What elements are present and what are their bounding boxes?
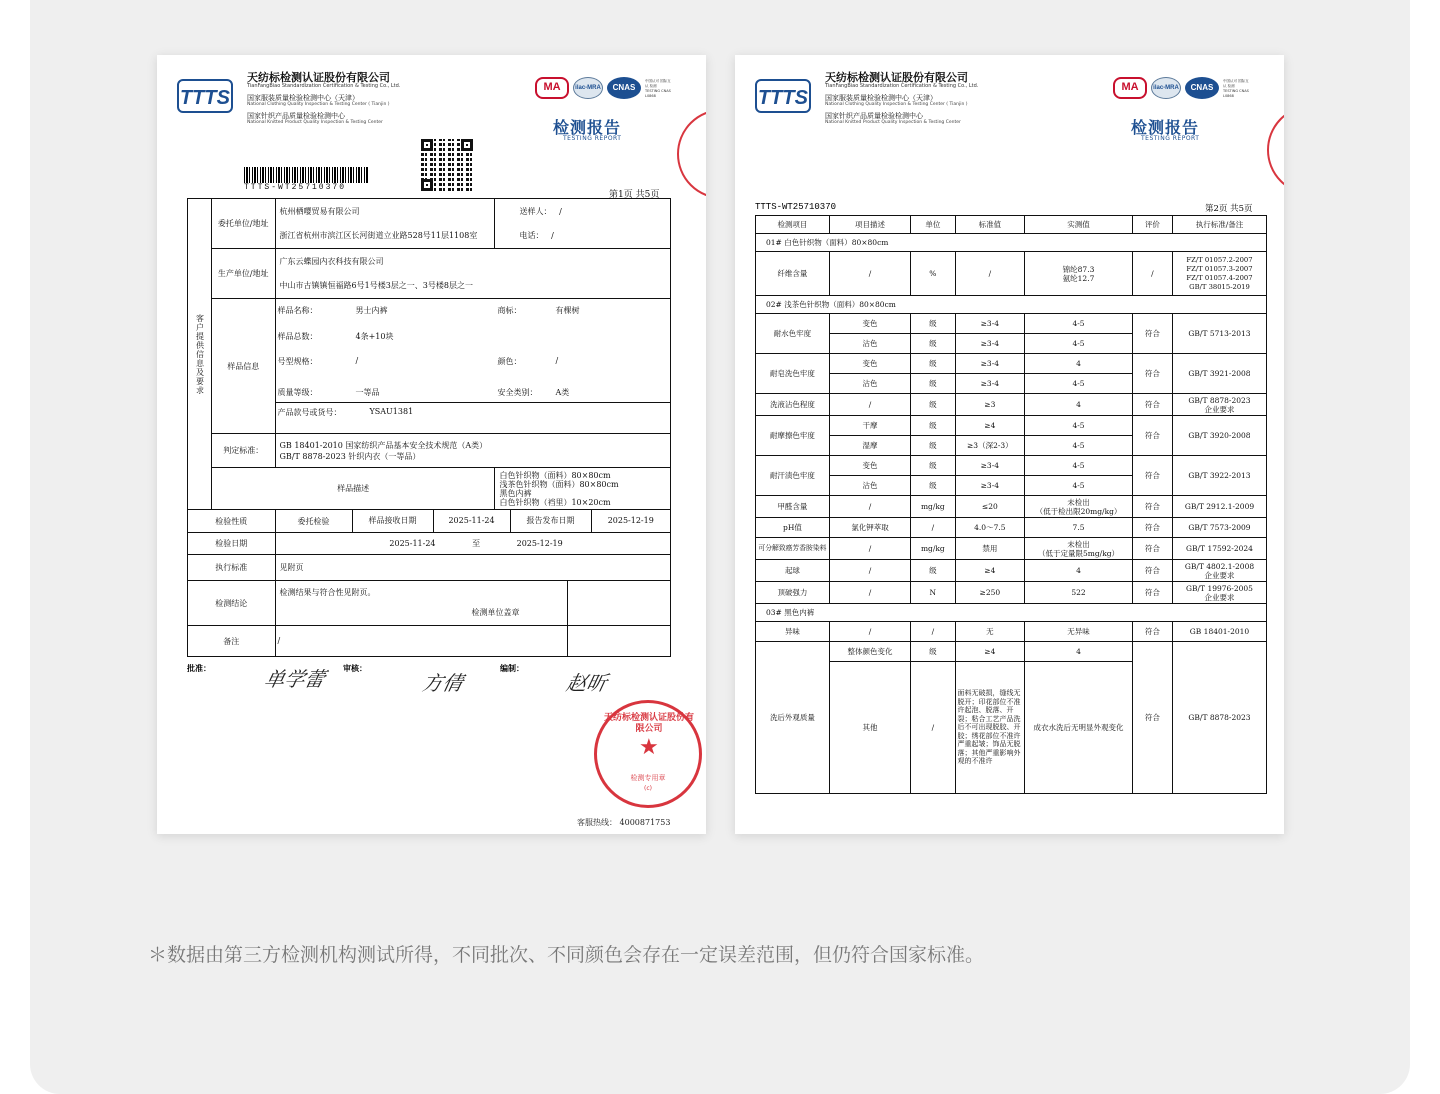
safety-label: 安全类别： — [497, 388, 538, 397]
formaldehyde-value: 未检出 — [1067, 497, 1090, 507]
cell: 耐皂洗色牢度 — [756, 354, 830, 394]
exec-std-label: 执行标准 — [188, 555, 276, 581]
signature-approve: 单学蕾 — [262, 667, 328, 691]
seal-code: (c) — [644, 785, 652, 792]
cell: 级 — [911, 374, 955, 394]
center-2: 国家针织产品质量检验检测中心 — [825, 112, 923, 120]
cell: ≥3-4 — [955, 314, 1025, 334]
cell: 级 — [911, 354, 955, 374]
report-number: TTTS-WT25710370 — [755, 202, 837, 212]
center-1-en: National Clothing Quality Inspection & Testing Center ( Tianjin ) — [825, 102, 968, 107]
sample-name-label: 样品名称： — [277, 306, 318, 315]
table-row — [756, 642, 1267, 662]
cell: 耐摩擦色牢度 — [756, 416, 830, 456]
nature-label: 检验性质 — [188, 510, 276, 533]
cell: GB/T 17592-2024 — [1172, 538, 1266, 560]
color-label: 颜色： — [497, 357, 522, 366]
nature-cell — [275, 510, 670, 533]
test-date-to: 2025-12-19 — [516, 539, 563, 548]
col-item: 检测项目 — [756, 216, 830, 234]
section-2: 02# 浅茶色针织物（面料）80×80cm — [756, 296, 1267, 314]
cell: / — [911, 518, 955, 538]
cell: 符合 — [1132, 582, 1172, 604]
col-desc: 项目描述 — [829, 216, 910, 234]
page-number: 第1页 共5页 — [609, 190, 660, 200]
cell: 级 — [911, 314, 955, 334]
cell: / — [829, 560, 910, 582]
fiber-std-4: GB/T 38015-2019 — [1189, 282, 1250, 291]
formaldehyde-limit: （低于检出限20mg/kg） — [1035, 506, 1122, 516]
side-label: 客户提供信息及要求 — [188, 199, 212, 510]
cell: 成衣水洗后无明显外观变化 — [1025, 662, 1133, 794]
cell: ≥3 — [955, 394, 1025, 416]
sender-label: 送样人： — [519, 206, 552, 216]
cell: GB/T 7573-2009 — [1172, 518, 1266, 538]
table-row — [756, 354, 1267, 374]
cell — [1025, 252, 1133, 296]
cell: 整体颜色变化 — [829, 642, 910, 662]
cell: 洗液沾色程度 — [756, 394, 830, 416]
desc-cell — [495, 468, 671, 510]
cell: ≥3-4 — [955, 476, 1025, 496]
cell: mg/kg — [911, 538, 955, 560]
remark-cell — [275, 626, 670, 657]
cell — [1025, 538, 1133, 560]
desc-label: 样品描述 — [211, 468, 495, 510]
cell: ≥4 — [955, 642, 1025, 662]
center-1: 国家服装质量检验检测中心（天津） — [247, 94, 359, 102]
section-1: 01# 白色针织物（面料）80×80cm — [756, 234, 1267, 252]
cell: 沾色 — [829, 334, 910, 354]
model: / — [355, 356, 359, 365]
table-row — [756, 518, 1267, 538]
cell: / — [829, 394, 910, 416]
cell: 级 — [911, 394, 955, 416]
col-unit: 单位 — [911, 216, 955, 234]
review-label: 审核： — [343, 663, 367, 673]
cell: 洗后外观质量 — [756, 642, 830, 794]
brand: 有棵树 — [555, 306, 580, 315]
cell: / — [829, 496, 910, 518]
client-cell — [275, 199, 495, 249]
ttts-logo: TTTS — [177, 79, 233, 113]
barcode-number: TTTS-WT25710370 — [244, 183, 347, 192]
cell — [1172, 560, 1266, 582]
client-name: 杭州栖嘤贸易有限公司 — [279, 206, 360, 216]
hotline: 客服热线： 4000871753 — [577, 818, 671, 827]
center-1-en: National Clothing Quality Inspection & Testing Center ( Tianjin ) — [247, 102, 390, 107]
desc-4: 白色针织物（裆里）10×20cm — [499, 497, 611, 507]
cell: GB/T 8878-2023 — [1172, 642, 1266, 794]
wash-std-2: 企业要求 — [1204, 404, 1235, 414]
cell: ≥4 — [955, 416, 1025, 436]
seal-label: 检测单位盖章 — [471, 608, 520, 617]
style-label: 产品款号或货号： — [277, 408, 342, 417]
cnas-mark: CNAS — [607, 77, 641, 99]
center-2-en: National Knitted Product Quality Inspection & Testing Center — [825, 120, 961, 125]
cell: 无异味 — [1025, 622, 1133, 642]
ttts-logo: TTTS — [755, 79, 811, 113]
test-date-from: 2025-11-24 — [389, 539, 436, 548]
cell: 符合 — [1132, 560, 1172, 582]
cell: 4-5 — [1025, 334, 1133, 354]
safety: A类 — [555, 388, 570, 397]
color: / — [555, 356, 559, 365]
table-row — [756, 394, 1267, 416]
cell: 湿摩 — [829, 436, 910, 456]
company-name-en: TianFangBiao Standardization Certification & Testing Co., Ltd. — [247, 83, 401, 89]
azo-limit: （低于定量限5mg/kg） — [1037, 548, 1120, 558]
nature: 委托检验 — [297, 516, 330, 526]
cell: ≥3-4 — [955, 334, 1025, 354]
cell: / — [955, 252, 1025, 296]
cell: ≥3-4 — [955, 354, 1025, 374]
standard-label: 判定标准： — [211, 434, 275, 468]
burst-std-1: GB/T 19976-2005 — [1186, 583, 1253, 593]
signature-compile: 赵昕 — [564, 671, 610, 695]
test-date-to-label: 至 — [472, 539, 481, 548]
cell: ≥4 — [955, 560, 1025, 582]
cell: 符合 — [1132, 642, 1172, 794]
cell: 级 — [911, 416, 955, 436]
cma-mark: MA — [535, 77, 569, 99]
cell: 禁用 — [955, 538, 1025, 560]
cell: 面料无破损，缝线无脱开；印花部位不准许起泡、脱落、开裂；粘合工艺产品洗后不可出现脱胶、开胶；绣花部位不准许严重起皱；饰品无脱落；其他严重影响外观的不准许 — [955, 662, 1025, 794]
sample-count-label: 样品总数： — [277, 332, 318, 341]
table-header — [756, 216, 1267, 234]
footnote: ＊数据由第三方检测机构测试所得，不同批次、不同颜色会存在一定误差范围，但仍符合国家标准。 — [148, 944, 985, 966]
standard-1: GB 18401-2010 国家纺织产品基本安全技术规范（A类） — [279, 440, 488, 450]
wash-std-1: GB/T 8878-2023 — [1188, 395, 1251, 405]
issued-label: 报告发布日期 — [510, 510, 591, 532]
sample-info-cell — [275, 299, 670, 434]
cell — [1172, 582, 1266, 604]
cell: 甲醛含量 — [756, 496, 830, 518]
cell — [1025, 496, 1133, 518]
grade-label: 质量等级： — [277, 388, 318, 397]
cell: 4 — [1025, 354, 1133, 374]
cell: ≤20 — [955, 496, 1025, 518]
sample-info-label: 样品信息 — [211, 299, 275, 434]
table-row — [756, 416, 1267, 436]
approve-label: 批准： — [187, 663, 211, 673]
cell: 耐水色牢度 — [756, 314, 830, 354]
col-standard: 标准值 — [955, 216, 1025, 234]
cell: 4-5 — [1025, 436, 1133, 456]
cell: 纤维含量 — [756, 252, 830, 296]
sender-cell — [495, 199, 671, 249]
center-2-en: National Knitted Product Quality Inspection & Testing Center — [247, 120, 383, 125]
cell: 其他 — [829, 662, 910, 794]
cell: ≥3-4 — [955, 456, 1025, 476]
client-label: 委托单位/地址 — [211, 199, 275, 249]
report-title-en: TESTING REPORT — [563, 135, 622, 142]
cnas-mark: CNAS — [1185, 77, 1219, 99]
style-number: YSAU1381 — [369, 407, 414, 416]
standard-cell — [275, 434, 670, 468]
cell: / — [829, 582, 910, 604]
cell: 符合 — [1132, 456, 1172, 496]
table-row — [756, 560, 1267, 582]
cell: 4 — [1025, 642, 1133, 662]
phone-value: / — [551, 230, 554, 240]
cell: 符合 — [1132, 394, 1172, 416]
cell: / — [911, 662, 955, 794]
sample-name: 男士内裤 — [355, 306, 388, 315]
cell: 级 — [911, 476, 955, 496]
cell: 4-5 — [1025, 476, 1133, 496]
test-date-cell — [275, 533, 670, 555]
azo-value: 未检出 — [1067, 539, 1090, 549]
fiber-value-1: 锦纶87.3 — [1062, 264, 1095, 274]
cell: / — [1132, 252, 1172, 296]
fiber-std-3: FZ/T 01057.4-2007 — [1186, 273, 1253, 282]
cell: N — [911, 582, 955, 604]
company-name: 天纺标检测认证股份有限公司 — [247, 71, 390, 84]
cell: / — [911, 622, 955, 642]
compile-label: 编制： — [500, 663, 524, 673]
remark: / — [277, 636, 281, 645]
cell: 符合 — [1132, 354, 1172, 394]
table-row — [756, 314, 1267, 334]
cell: ≥3（深2-3） — [955, 436, 1025, 456]
col-measured: 实测值 — [1025, 216, 1133, 234]
cell: 级 — [911, 560, 955, 582]
desc-1: 白色针织物（面料）80×80cm — [499, 470, 611, 480]
fiber-value-2: 氨纶12.7 — [1062, 273, 1095, 283]
sample-count: 4条+10块 — [355, 332, 394, 341]
cell: % — [911, 252, 955, 296]
cell: 沾色 — [829, 374, 910, 394]
sender-value: / — [559, 206, 562, 216]
signature-review: 方倩 — [420, 671, 466, 695]
conclusion-label: 检测结论 — [188, 581, 276, 626]
test-date-label: 检验日期 — [188, 533, 276, 555]
received-label: 样品接收日期 — [352, 510, 433, 532]
cell: GB/T 2912.1-2009 — [1172, 496, 1266, 518]
table-row — [756, 538, 1267, 560]
conclusion: 检测结果与符合性见附页。 — [279, 588, 376, 597]
results-table — [755, 215, 1267, 794]
cell: 变色 — [829, 354, 910, 374]
cell: 7.5 — [1025, 518, 1133, 538]
cell: 异味 — [756, 622, 830, 642]
report-cover-table — [187, 198, 671, 657]
table-row — [756, 622, 1267, 642]
report-title: 检测报告 — [1131, 118, 1200, 137]
ilac-mra-mark: ilac-MRA — [1151, 77, 1181, 99]
cell: 变色 — [829, 314, 910, 334]
table-row — [756, 496, 1267, 518]
issued-date: 2025-12-19 — [591, 510, 670, 532]
model-label: 号型规格： — [277, 357, 318, 366]
cell: ≥3-4 — [955, 374, 1025, 394]
cell: mg/kg — [911, 496, 955, 518]
producer-address: 中山市古镇镇恒福路6号1号楼3层之一、3号楼8层之一 — [279, 280, 473, 290]
cell: GB/T 3920-2008 — [1172, 416, 1266, 456]
producer-label: 生产单位/地址 — [211, 249, 275, 299]
client-address: 浙江省杭州市滨江区长河街道立业路528号11层1108室 — [279, 230, 478, 240]
cell: 4 — [1025, 394, 1133, 416]
cell: 符合 — [1132, 416, 1172, 456]
cell: 符合 — [1132, 518, 1172, 538]
ilac-mra-mark: ilac-MRA — [573, 77, 603, 99]
desc-2: 浅茶色针织物（面料）80×80cm — [499, 479, 619, 489]
cell: 顶破强力 — [756, 582, 830, 604]
cell: GB/T 3921-2008 — [1172, 354, 1266, 394]
report-page-2 — [735, 55, 1284, 834]
cell: 符合 — [1132, 314, 1172, 354]
cell: 4-5 — [1025, 456, 1133, 476]
producer-name: 广东云蝶园内衣科技有限公司 — [279, 256, 384, 266]
burst-std-2: 企业要求 — [1204, 592, 1235, 602]
cell: / — [829, 252, 910, 296]
cell: 级 — [911, 642, 955, 662]
cell — [1172, 394, 1266, 416]
table-row — [756, 456, 1267, 476]
cell: ≥250 — [955, 582, 1025, 604]
col-eval: 评价 — [1132, 216, 1172, 234]
seal-edge — [1267, 105, 1284, 195]
cell: 耐汗渍色牢度 — [756, 456, 830, 496]
desc-3: 黑色内裤 — [499, 488, 532, 498]
barcode — [244, 167, 368, 183]
pill-std-2: 企业要求 — [1204, 570, 1235, 580]
cell: 符合 — [1132, 622, 1172, 642]
conclusion-cell — [275, 581, 670, 626]
seal-star-icon: ★ — [639, 735, 659, 760]
cell: 可分解致癌芳香胺染料 — [756, 538, 830, 560]
table-row — [756, 582, 1267, 604]
seal-sub: 检测专用章 — [630, 774, 666, 782]
cell: 4.0～7.5 — [955, 518, 1025, 538]
company-name: 天纺标检测认证股份有限公司 — [825, 71, 968, 84]
seal-text: 天纺标检测认证股份有限公司 — [603, 713, 694, 734]
cell: 变色 — [829, 456, 910, 476]
official-seal — [594, 700, 702, 808]
cell: / — [829, 622, 910, 642]
report-page-1 — [157, 55, 706, 834]
cell: 干摩 — [829, 416, 910, 436]
cell: 级 — [911, 436, 955, 456]
phone-label: 电话： — [519, 230, 544, 240]
company-name-en: TianFangBiao Standardization Certification & Testing Co., Ltd. — [825, 83, 979, 89]
cell: 522 — [1025, 582, 1133, 604]
standard-2: GB/T 8878-2023 针织内衣（一等品） — [279, 451, 421, 461]
fiber-std-2: FZ/T 01057.3-2007 — [1186, 264, 1253, 273]
pill-std-1: GB/T 4802.1-2008 — [1184, 561, 1255, 571]
cell: 4-5 — [1025, 416, 1133, 436]
table-row — [756, 252, 1267, 296]
cell: / — [829, 538, 910, 560]
brand-label: 商标： — [497, 306, 522, 315]
section-3: 03# 黑色内裤 — [756, 604, 1267, 622]
cell: 4-5 — [1025, 314, 1133, 334]
cma-mark: MA — [1113, 77, 1147, 99]
center-1: 国家服装质量检验检测中心（天津） — [825, 94, 937, 102]
grade: 一等品 — [355, 388, 380, 397]
exec-std: 见附页 — [275, 555, 670, 581]
cell: 级 — [911, 456, 955, 476]
qr-code — [421, 139, 473, 191]
cell: 4-5 — [1025, 374, 1133, 394]
center-2: 国家针织产品质量检验检测中心 — [247, 112, 345, 120]
report-title-en: TESTING REPORT — [1141, 135, 1200, 142]
remark-label: 备注 — [188, 626, 276, 657]
cell: 符合 — [1132, 538, 1172, 560]
cell: 起球 — [756, 560, 830, 582]
cert-text: 中国认可 国际互认 检测 TESTING CNAS L0868 — [1223, 79, 1249, 98]
producer-cell — [275, 249, 670, 299]
col-remark: 执行标准/备注 — [1172, 216, 1266, 234]
page-number: 第2页 共5页 — [1205, 204, 1253, 214]
cell: 氯化钾萃取 — [829, 518, 910, 538]
cell: GB 18401-2010 — [1172, 622, 1266, 642]
seal-edge — [677, 109, 706, 199]
received-date: 2025-11-24 — [433, 510, 510, 532]
cert-text: 中国认可 国际互认 检测 TESTING CNAS L0868 — [645, 79, 671, 98]
cell: 沾色 — [829, 476, 910, 496]
cell: 无 — [955, 622, 1025, 642]
report-title: 检测报告 — [553, 118, 622, 137]
fiber-std-1: FZ/T 01057.2-2007 — [1186, 255, 1253, 264]
cell: 级 — [911, 334, 955, 354]
cell — [1172, 252, 1266, 296]
cell: pH值 — [756, 518, 830, 538]
cell: GB/T 5713-2013 — [1172, 314, 1266, 354]
cell: 4 — [1025, 560, 1133, 582]
cell: 符合 — [1132, 496, 1172, 518]
cell: GB/T 3922-2013 — [1172, 456, 1266, 496]
